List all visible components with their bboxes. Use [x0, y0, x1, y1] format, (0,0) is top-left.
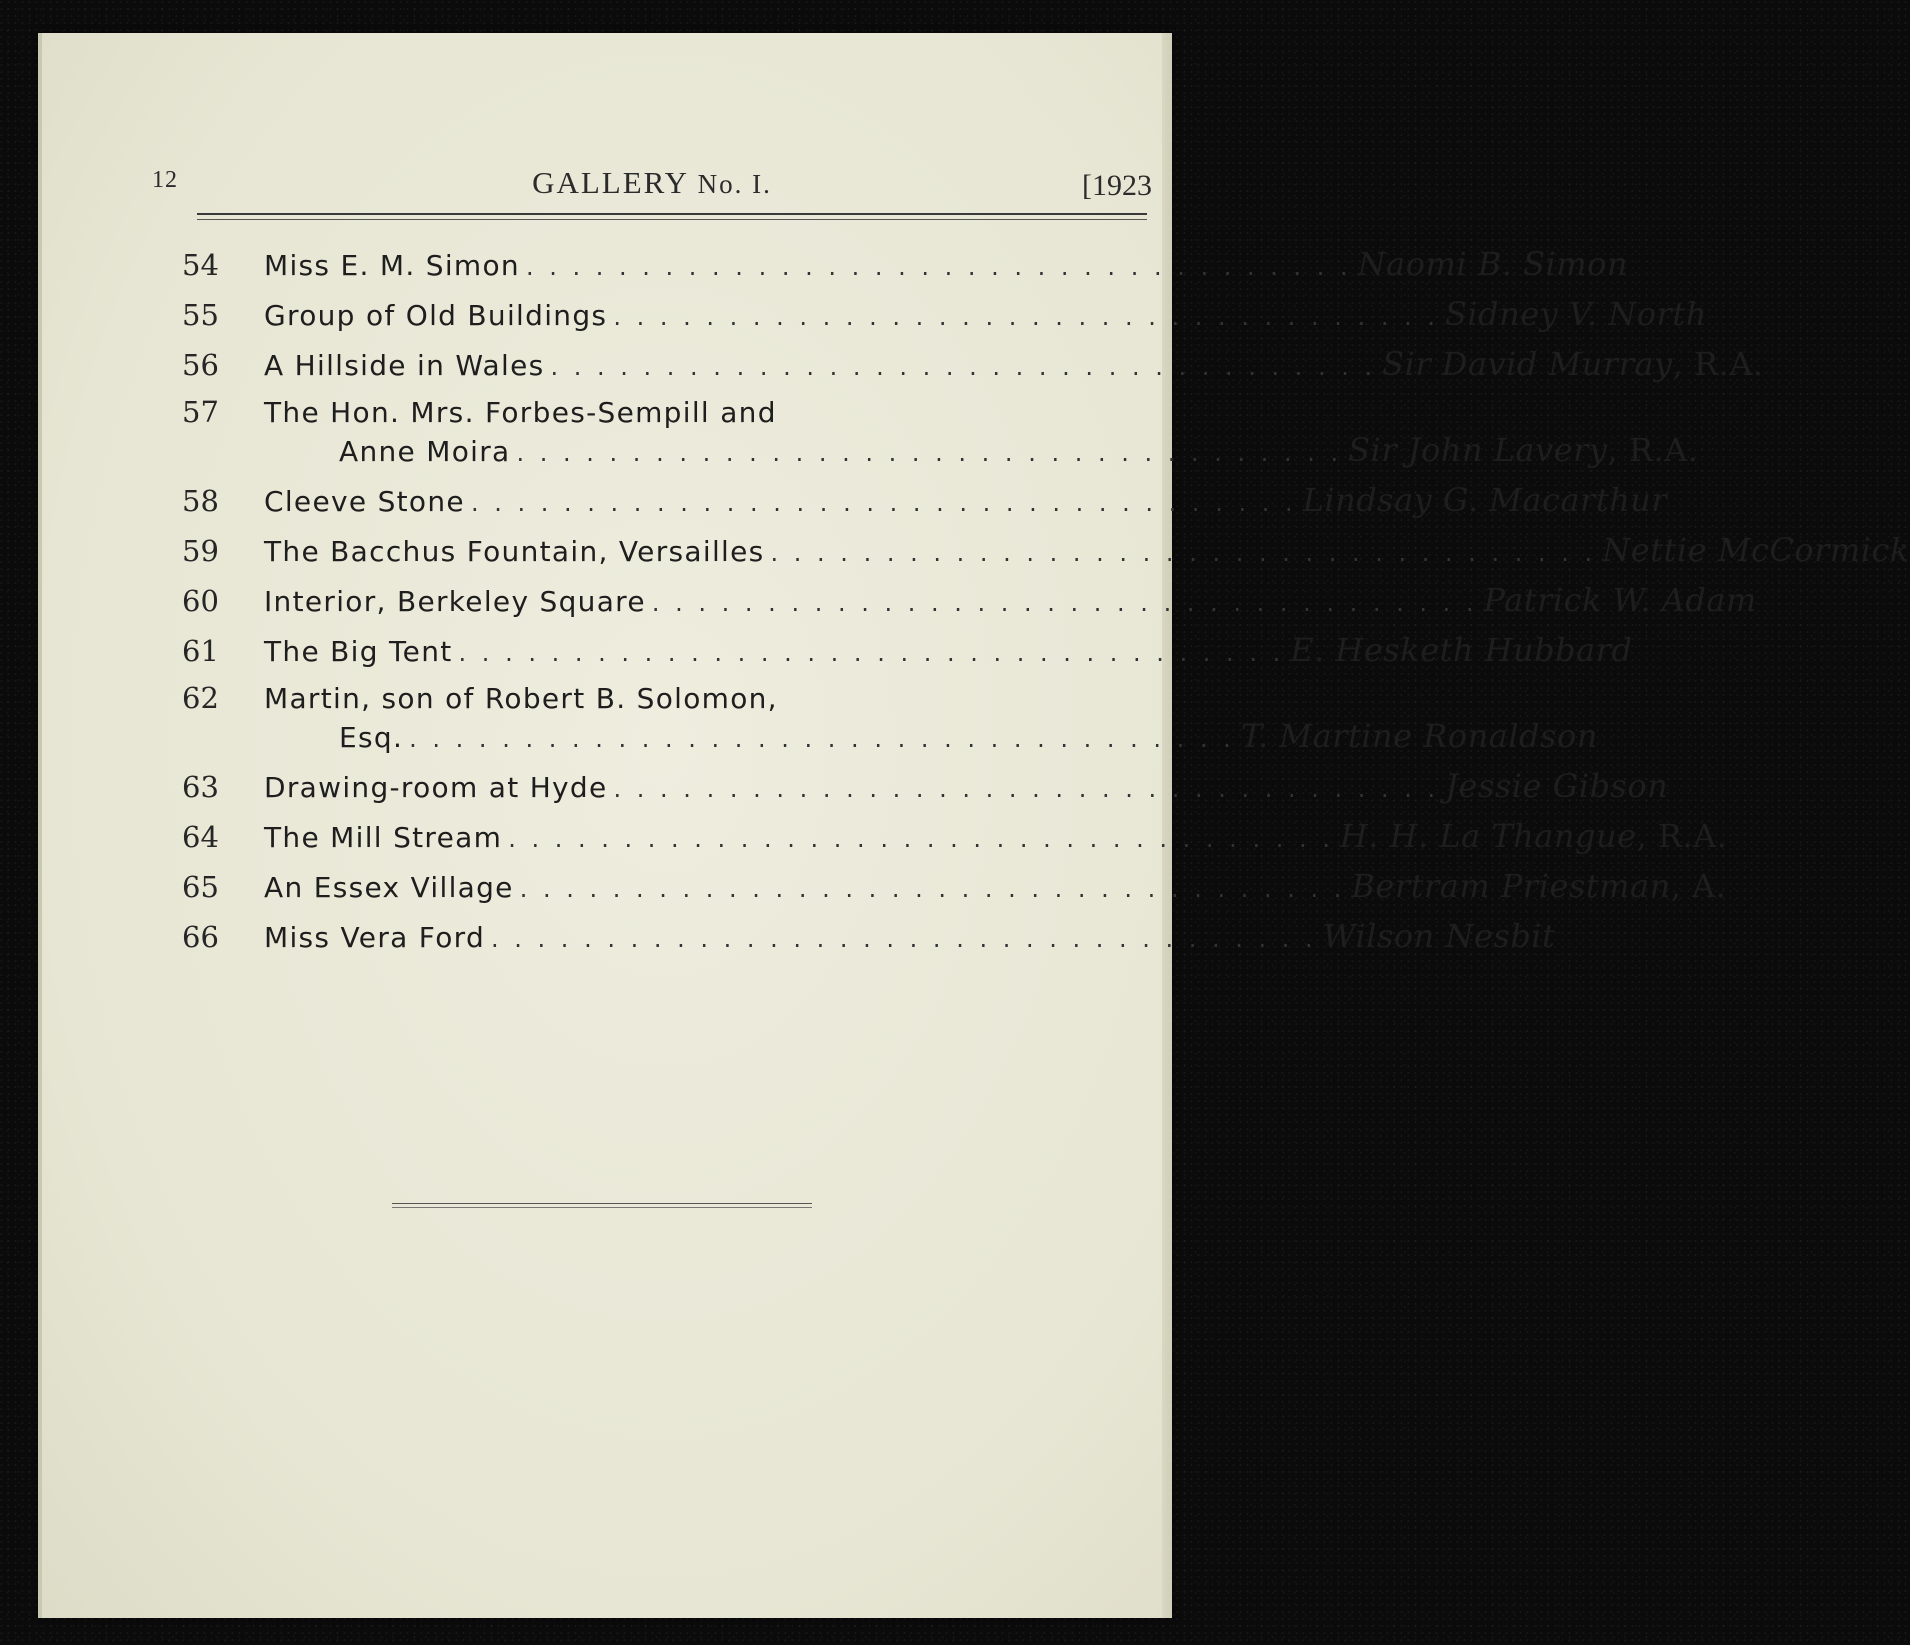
entry-artist: Sidney V. North: [1444, 295, 1707, 333]
entry-artist: T. Martine Ronaldson: [1240, 717, 1598, 755]
dot-leader: . . . . . . . . . . . . . . . . . . . . . . . . . . . . . . . . . . . .: [508, 825, 1334, 853]
entry-title: The Big Tent: [264, 635, 453, 668]
dot-leader: . . . . . . . . . . . . . . . . . . . . . . . . . . . . . . . . . . . .: [525, 253, 1352, 281]
entry-57: [182, 395, 1699, 481]
title-number: No. I.: [697, 169, 772, 199]
year: [1923: [1082, 169, 1152, 202]
dot-leader: . . . . . . . . . . . . . . . . . . . . . . . . . . . . . . . . . . . .: [770, 539, 1597, 567]
entry-number: 58: [182, 484, 219, 518]
dot-leader: . . . . . . . . . . . . . . . . . . . . . . . . . . . . . . . . . . . .: [519, 875, 1346, 903]
dot-leader: . . . . . . . . . . . . . . . . . . . . . . . . . . . . . . . . . . . .: [613, 775, 1440, 803]
entry-62: [182, 681, 1598, 767]
entry-64: [182, 817, 1728, 867]
entry-56: [182, 345, 1764, 395]
entry-title: The Bacchus Fountain, Versailles: [264, 535, 765, 568]
entry-number: 63: [182, 770, 219, 804]
dot-leader: . . . . . . . . . . . . . . . . . . . . . . . . . . . . . . . . . . . .: [550, 353, 1377, 381]
entry-number: 56: [182, 348, 219, 382]
entry-artist: E. Hesketh Hubbard: [1290, 631, 1633, 669]
entry-number: 59: [182, 534, 219, 568]
entry-title: Cleeve Stone: [264, 485, 465, 518]
page-number: 12: [152, 167, 178, 193]
entry-number: 65: [182, 870, 219, 904]
entry-number: 64: [182, 820, 219, 854]
entry-title: Interior, Berkeley Square: [264, 585, 646, 618]
header-rule-thin: [197, 219, 1147, 220]
dot-leader: . . . . . . . . . . . . . . . . . . . . . . . . . . . . . . . . . . . .: [613, 303, 1439, 331]
entry-artist: Sir John Lavery, R.A.: [1348, 431, 1699, 469]
entry-artist: Sir David Murray, R.A.: [1382, 345, 1764, 383]
entry-artist: Naomi B. Simon: [1357, 245, 1628, 283]
entry-title: Miss E. M. Simon: [264, 249, 520, 282]
entry-55: [182, 295, 1707, 345]
entry-title-continued: Esq.: [339, 721, 404, 754]
entry-59: [182, 531, 1910, 581]
entry-60: [182, 581, 1757, 631]
end-rule-thin: [392, 1207, 812, 1208]
entry-number: 57: [182, 395, 219, 429]
entry-title: Martin, son of Robert B. Solomon,: [264, 682, 778, 715]
entry-title: Miss Vera Ford: [264, 921, 486, 954]
entry-58: [182, 481, 1668, 531]
entry-66: [182, 917, 1556, 967]
end-rule: [392, 1203, 812, 1204]
dot-leader: . . . . . . . . . . . . . . . . . . . . . . . . . . . . . . . . . . . .: [491, 925, 1317, 953]
entry-title: The Mill Stream: [264, 821, 503, 854]
dot-leader: . . . . . . . . . . . . . . . . . . . . . . . . . . . . . . . . . . . .: [458, 639, 1285, 667]
header-rule: [197, 213, 1147, 215]
entry-number: 66: [182, 920, 219, 954]
dot-leader: . . . . . . . . . . . . . . . . . . . . . . . . . . . . . . . . . . . .: [651, 589, 1478, 617]
dot-leader: . . . . . . . . . . . . . . . . . . . . . . . . . . . . . . . . . . . .: [516, 439, 1343, 467]
entry-artist: Nettie McCormick: [1602, 531, 1910, 569]
entry-list: [182, 245, 1910, 967]
entry-artist: H. H. La Thangue, R.A.: [1339, 817, 1728, 855]
dot-leader: . . . . . . . . . . . . . . . . . . . . . . . . . . . . . . . . . . . .: [470, 489, 1297, 517]
page-header: [152, 163, 1152, 207]
entry-number: 54: [182, 248, 219, 282]
entry-65: [182, 867, 1727, 917]
entry-number: 62: [182, 681, 219, 715]
entry-number: 60: [182, 584, 219, 618]
entry-63: [182, 767, 1669, 817]
entry-artist: Patrick W. Adam: [1483, 581, 1757, 619]
entry-artist: Bertram Priestman, A.: [1351, 867, 1727, 905]
entry-artist: Wilson Nesbit: [1322, 917, 1556, 955]
entry-number: 61: [182, 634, 219, 668]
entry-title: An Essex Village: [264, 871, 514, 904]
entry-title-continued: Anne Moira: [339, 435, 511, 468]
page-title: [152, 165, 1152, 201]
dot-leader: . . . . . . . . . . . . . . . . . . . . . . . . . . . . . . . . . . . .: [409, 725, 1235, 753]
entry-54: [182, 245, 1628, 295]
entry-title: The Hon. Mrs. Forbes-Sempill and: [264, 396, 777, 429]
entry-title: A Hillside in Wales: [264, 349, 545, 382]
entry-artist: Lindsay G. Macarthur: [1302, 481, 1668, 519]
entry-title: Group of Old Buildings: [264, 299, 608, 332]
entry-number: 55: [182, 298, 219, 332]
title-main: GALLERY: [532, 165, 698, 200]
catalogue-page: [38, 33, 1910, 1618]
entry-title: Drawing-room at Hyde: [264, 771, 608, 804]
entry-artist: Jessie Gibson: [1445, 767, 1669, 805]
entry-61: [182, 631, 1633, 681]
